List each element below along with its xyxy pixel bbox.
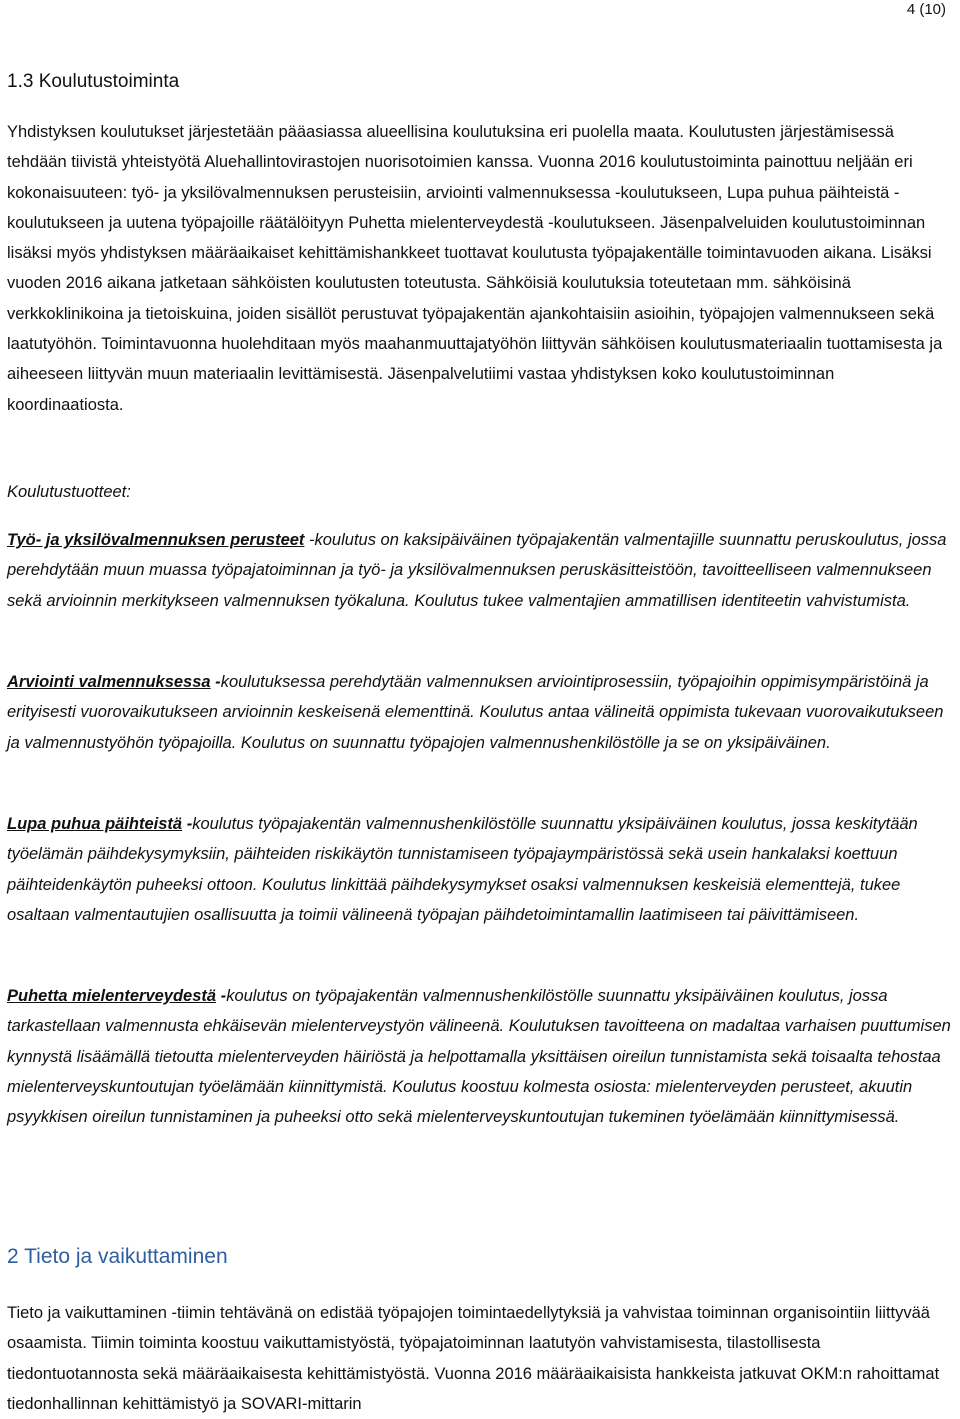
product-name-4: Puhetta mielenterveydestä (7, 987, 217, 1005)
product-name-1: Työ- ja yksilövalmennuksen perusteet (7, 531, 305, 549)
product-text-2: koulutuksessa perehdytään valmennuksen arviointiprosessiin, työpajoihin oppimisympäristöinä ja erityisesti vuorovaikutukseen arvioinnin keskeisenä elementtinä. Koulutus antaa välineitä oppimista tukevaan vuorovaikutukseen ja valmennustyöhön työpajoilla. Koulutus on suunnattu työpajojen valmennushenkilöstölle ja se on yksipäiväinen. (7, 673, 944, 752)
section-title: 1.3 Koulutustoiminta (7, 71, 180, 92)
product-text-4: koulutus on työpajakentän valmennushenkilöstölle suunnattu yksipäiväinen koulutus, jossa tarkastellaan valmennusta ehkäisevän mielenterveystyön välineenä. Koulutuksen tavoitteena on madaltaa varhaisen puuttumisen kynnystä lisäämällä tietoutta mielenterveyden häiriöstä ja helpottamalla yksittäisen oireilun tunnistamista sekä toisaalta tehostaa mielenterveyskuntoutujan työelämään kiinnittymistä. Koulutus koostuu kolmesta osiosta: mielenterveyden perusteet, akuutin psyykkisen oireilun tunnistaminen ja puheeksi otto sekä mielenterveyskuntoutujan tukeminen työelämään kiinnittymisessä. (7, 987, 951, 1127)
product-name-tail-3: - (182, 815, 193, 833)
product-name-2: Arviointi valmennuksessa (7, 673, 211, 691)
product-name-3: Lupa puhua päihteistä (7, 815, 183, 833)
section-intro-paragraph: Yhdistyksen koulutukset järjestetään pääasiassa alueellisina koulutuksina eri puolella maata. Koulutusten järjestämisessä tehdään tiivistä yhteistyötä Aluehallintovirastojen nuorisotoimien kanssa. Vuonna 2016 koulutustoiminta painottuu neljään eri kokonaisuuteen: työ- ja yksilövalmennuksen perusteisiin, arviointi valmennuksessa -koulutukseen, Lupa puhua päihteistä -koulutukseen ja uutena työpajoille räätälöityyn Puhetta mielenterveydestä -koulutukseen. Jäsenpalveluiden koulutustoiminnan lisäksi myös yhdistyksen määräaikaiset kehittämishankkeet tuottavat koulutusta työpajakentälle toimintavuoden aikana. Lisäksi vuoden 2016 aikana jatketaan sähköisten koulutusten toteutusta. Sähköisiä koulutuksia toteutetaan mm. sähköisinä verkkoklinikoina ja tietoiskuina, joiden sisällöt perustuvat työpajakentän ajankohtaisiin asioihin, työpajojen valmennukseen sekä laatutyöhön. Toimintavuonna huolehditaan myös maahanmuuttajatyöhön liittyvän sähköisen koulutusmateriaalin tuottamisesta ja aiheeseen liittyvän muun materiaalin levittämisestä. Jäsenpalvelutiimi vastaa yhdistyksen koko koulutustoiminnan koordinaatiosta. (7, 123, 943, 414)
product-paragraph-2 (7, 667, 952, 758)
product-name-tail-4: - (216, 987, 227, 1005)
product-paragraph-1 (7, 525, 952, 616)
page-number: 4 (10) (906, 1, 946, 18)
products-heading: Koulutustuotteet: (7, 483, 131, 501)
product-text-3: koulutus työpajakentän valmennushenkilöstölle suunnattu yksipäiväinen koulutus, jossa keskitytään työelämän päihdekysymyksiin, päihteiden riskikäytön tunnistamiseen työpajaympäristössä sekä usein hankalaksi koettuun päihteidenkäytön puheeksi ottoon. Koulutus linkittää päihdekysymykset osaksi valmennuksen keskeisiä elementtejä, tukee osaltaan valmentautujien osallisuutta ja toimii välineenä työpajan päihdetoimintamallin laatimiseen tai päivittämiseen. (7, 815, 918, 924)
product-paragraph-3 (7, 809, 952, 930)
product-text-1: -koulutus on kaksipäiväinen työpajakentän valmentajille suunnattu peruskoulutus, jossa perehdytään muun muassa työpajatoiminnan ja työ- ja yksilövalmennuksen peruskäsitteistöön, tavoitteelliseen valmennukseen sekä arvioinnin merkitykseen valmennuksen työkaluna. Koulutus tukee valmentajien ammatillisen identiteetin vahvistumista. (7, 531, 947, 610)
product-paragraph-4 (7, 981, 952, 1132)
chapter-title: 2 Tieto ja vaikuttaminen (7, 1245, 228, 1268)
chapter-paragraph: Tieto ja vaikuttaminen -tiimin tehtävänä on edistää työpajojen toimintaedellytyksiä ja vahvistaa toiminnan organisointiin liittyvää osaamista. Tiimin toiminta koostuu vaikuttamistyöstä, työpajatoiminnan laatutyön vahvistamisesta, tilastollisesta tiedontuotannosta sekä määräaikaisesta kehittämistyöstä. Vuonna 2016 määräaikaisista hankkeista jatkuvat OKM:n rahoittamat tiedonhallinnan kehittämistyö ja SOVARI-mittarin (7, 1304, 940, 1413)
product-name-tail-2: - (210, 673, 221, 691)
